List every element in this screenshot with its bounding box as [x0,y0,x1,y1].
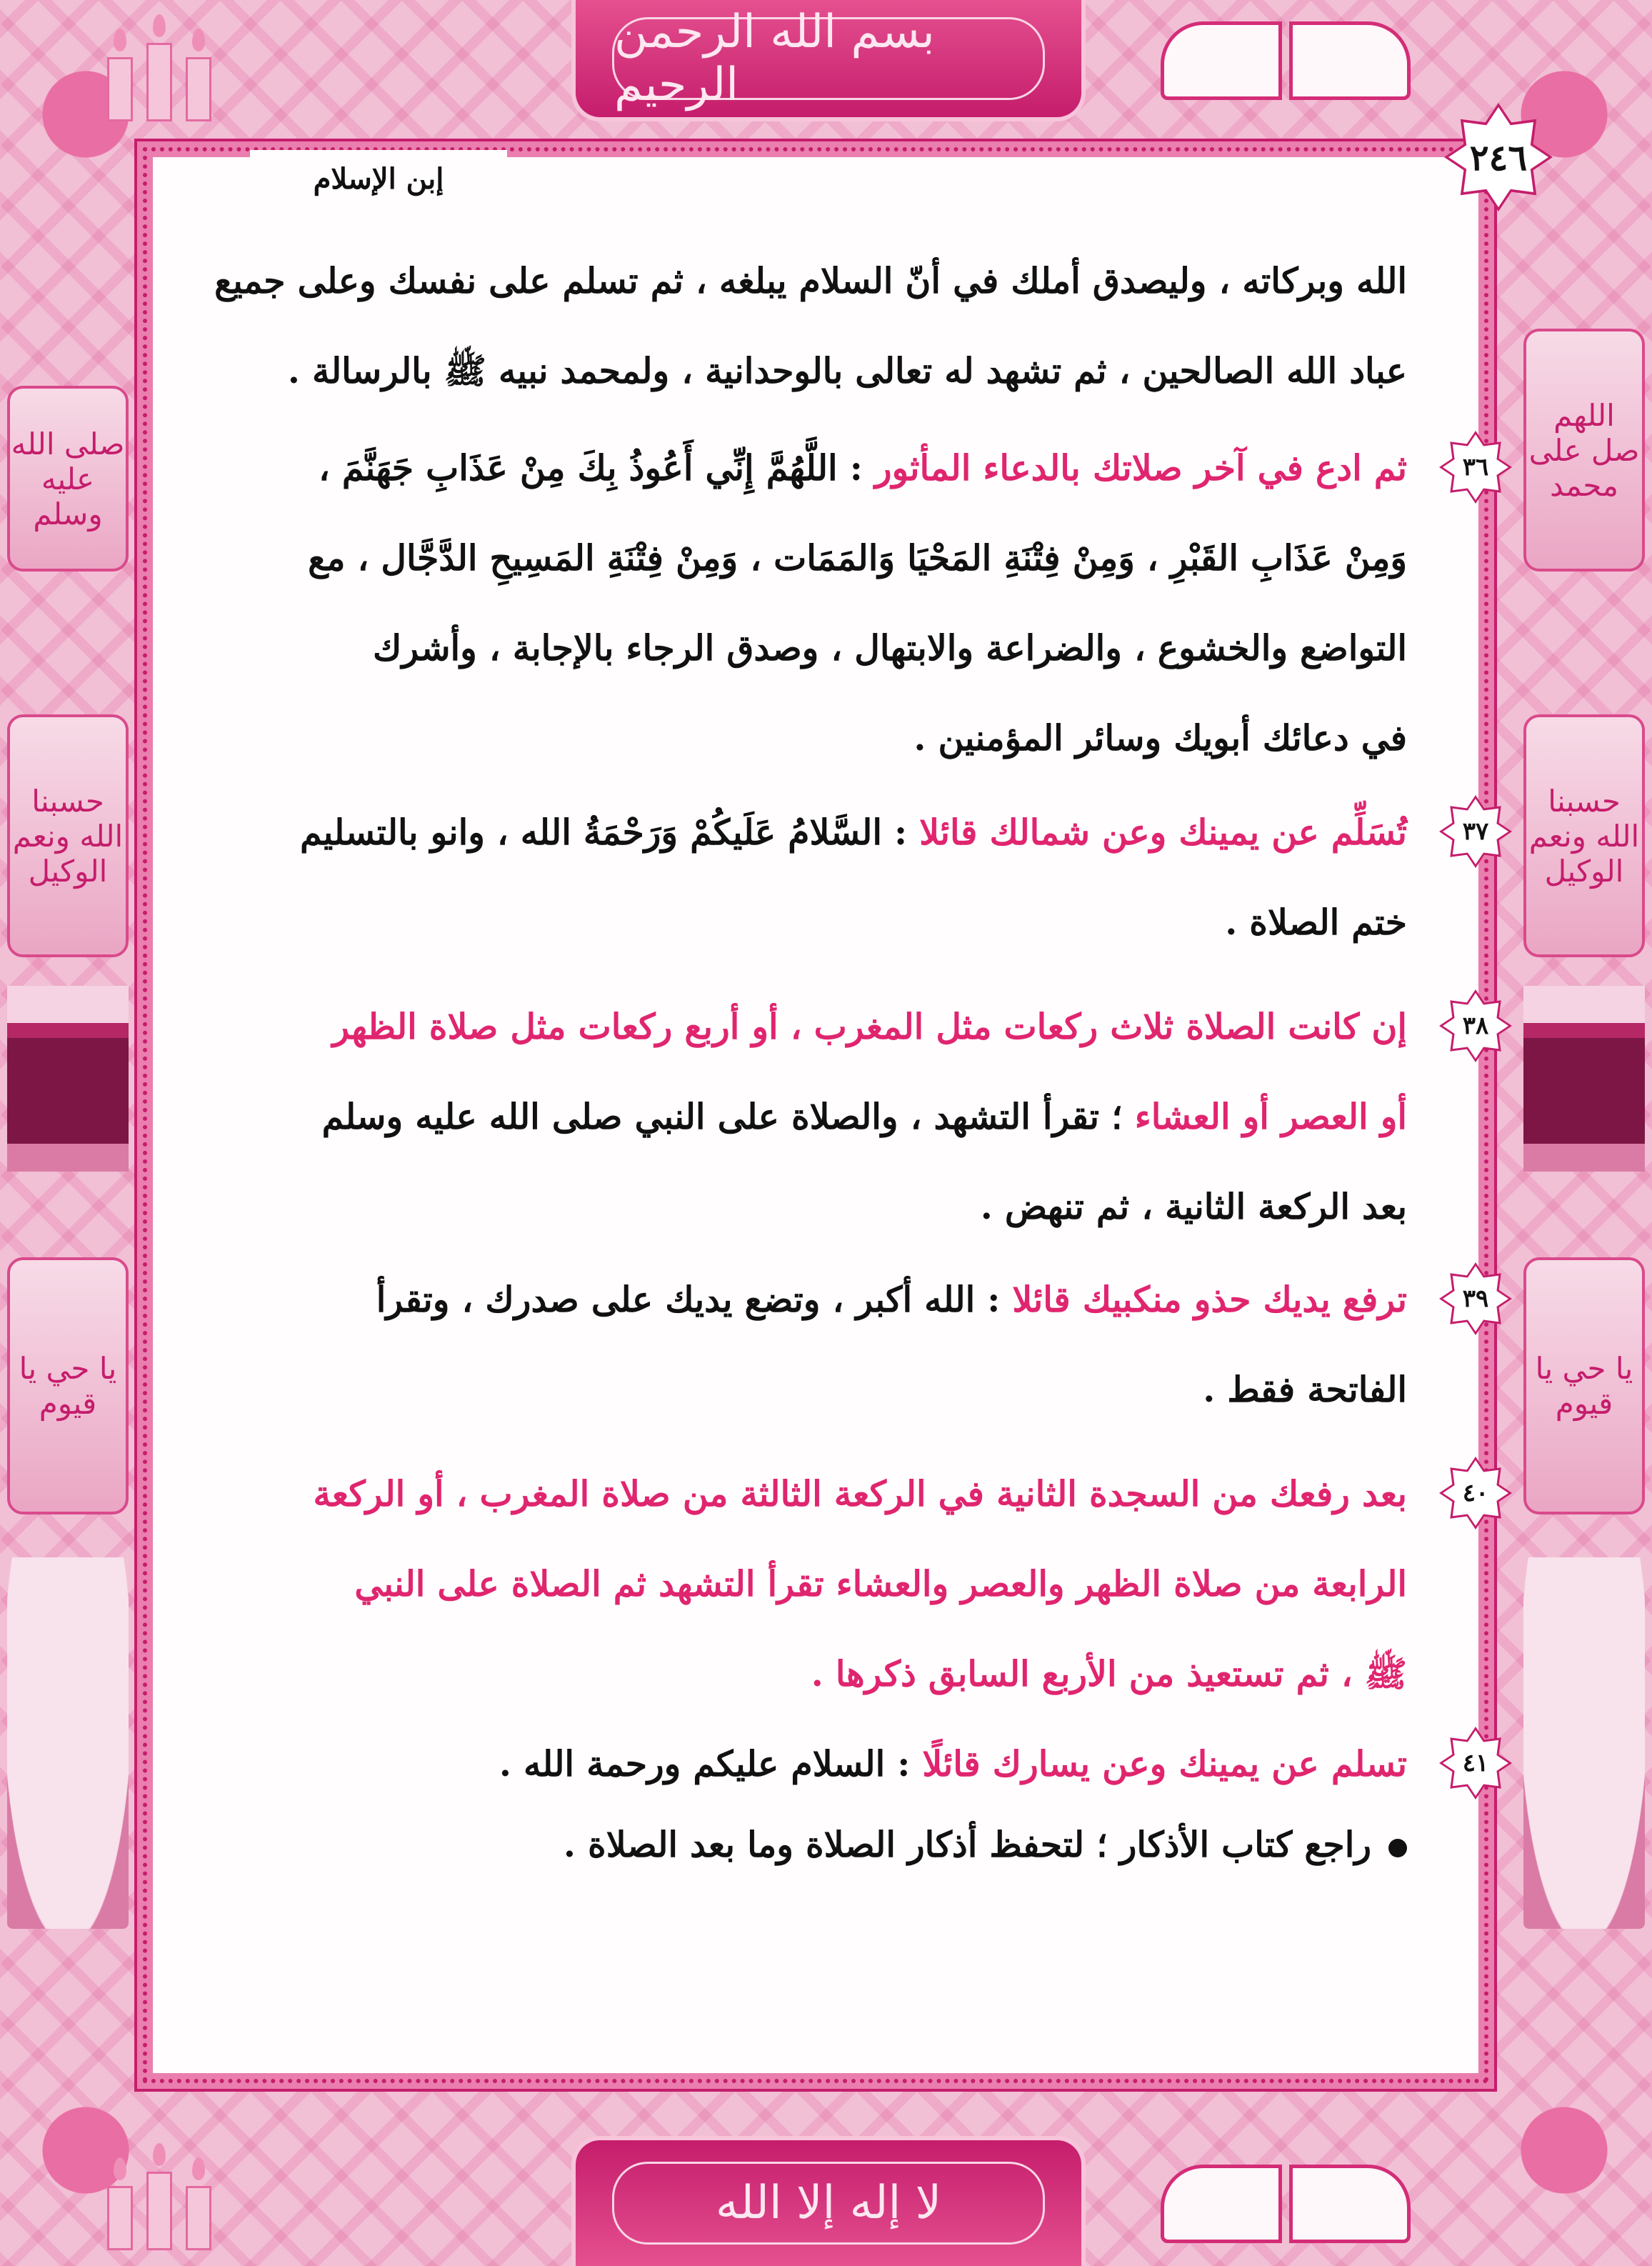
item-41 [193,1719,1489,1809]
item-39 [193,1254,1489,1434]
item-40-line-1: بعد رفعك من السجدة الثانية في الركعة الثالثة من صلاة المغرب ، أو الركعة [313,1473,1407,1514]
item-number-badge: ٣٩ [1443,1266,1508,1332]
shahada-text: لا إله إلا الله [612,2162,1045,2245]
open-book-icon-bottom [1157,2150,1414,2257]
item-38-line-3: بعد الركعة الثانية ، ثم تنهض . [980,1186,1407,1227]
left-calligraphy-2: حسبنا الله ونعم الوكيل [7,714,129,957]
right-calligraphy-1: اللهم صل على محمد [1523,329,1645,572]
item-37-lead: تُسَلِّم عن يمينك وعن شمالك قائلا [919,812,1407,853]
item-39-text: : الله أكبر ، وتضع يديك على صدرك ، وتقرأ [376,1279,1013,1320]
left-calligraphy-3: يا حي يا قيوم [7,1257,129,1514]
item-41-text: : السلام عليكم ورحمة الله . [499,1743,923,1785]
item-37-line-2: ختم الصلاة . [1225,902,1407,943]
right-calligraphy-2: حسبنا الله ونعم الوكيل [1523,714,1645,957]
item-number-badge: ٣٧ [1443,799,1508,864]
item-40-line-3: ﷺ ، ثم تستعيذ من الأربع السابق ذكرها . [811,1653,1407,1694]
item-number-badge: ٤٠ [1443,1460,1508,1526]
candles-bottom-left [107,2143,229,2250]
item-41-lead: تسلم عن يمينك وعن يسارك قائلًا [922,1743,1407,1785]
item-37-line-1 [193,787,1407,877]
item-38-line-2 [193,1072,1407,1162]
item-36 [193,423,1489,783]
item-36-lead: ثم ادع في آخر صلاتك بالدعاء المأثور [874,447,1407,489]
page-number-badge [1448,107,1548,207]
item-36-text: : اللَّهُمَّ إِنِّي أَعُوذُ بِكَ مِنْ عَذَابِ جَهَنَّمَ ، [318,447,875,489]
item-39-line-1 [193,1254,1407,1344]
candles-top-left [107,14,229,121]
kaaba-image-right [1523,986,1645,1172]
item-38-lead-2: أو العصر أو العشاء [1134,1096,1407,1137]
item-37-text: : السَّلامُ عَلَيكُمْ وَرَحْمَةُ الله ، وانو بالتسليم [299,812,920,853]
item-36-line-1 [193,423,1407,513]
intro-line-2: عباد الله الصالحين ، ثم تشهد له تعالى بالوحدانية ، ولمحمد نبيه ﷺ بالرسالة . [287,350,1407,391]
left-decor-column [7,0,129,2266]
mosque-image-right [1523,1557,1645,1929]
item-39-lead: ترفع يديك حذو منكبيك قائلا [1012,1279,1407,1320]
bottom-banner [571,2136,1086,2266]
item-number-badge: ٤١ [1443,1730,1508,1796]
item-40 [193,1449,1489,1719]
item-number-badge: ٣٨ [1443,993,1508,1059]
open-book-icon-top [1157,7,1414,114]
mosque-image-left [7,1557,129,1929]
bullet-note [193,1809,1407,1880]
item-number-badge: ٣٦ [1443,434,1508,500]
bullet-note-text: راجع كتاب الأذكار ؛ لتحفظ أذكار الصلاة وما بعد الصلاة . [563,1824,1371,1865]
right-decor-column [1523,0,1645,2266]
right-calligraphy-3: يا حي يا قيوم [1523,1257,1645,1514]
basmala-text: بسم الله الرحمن الرحيم [612,17,1045,100]
item-37 [193,787,1489,967]
item-38 [193,982,1489,1252]
item-41-line-1 [193,1719,1407,1809]
item-40-line-2: الرابعة من صلاة الظهر والعصر والعشاء تقرأ التشهد ثم الصلاة على النبي [354,1563,1407,1604]
kaaba-image-left [7,986,129,1172]
item-36-line-2: وَمِنْ عَذَابِ القَبْرِ ، وَمِنْ فِتْنَةِ المَحْيَا وَالمَمَات ، وَمِنْ فِتْنَةِ المَسِيحِ الدَّجَّال ، مع [308,537,1407,579]
intro-line-1: الله وبركاته ، وليصدق أملك في أنّ السلام يبلغه ، ثم تسلم على نفسك وعلى جميع [214,260,1407,301]
bullet-icon [1388,1839,1407,1857]
page-number: ٢٤٦ [1469,136,1528,179]
item-36-line-4: في دعائك أبويك وسائر المؤمنين . [913,717,1407,759]
running-head: إبن الإسلام [250,150,507,207]
item-38-text: ؛ تقرأ التشهد ، والصلاة على النبي صلى الله عليه وسلم [321,1096,1135,1137]
page-body [193,236,1489,1880]
item-36-line-3: التواضع والخشوع ، والضراعة والابتهال ، وصدق الرجاء بالإجابة ، وأشرك [373,627,1407,669]
left-calligraphy-1: صلى الله عليه وسلم [7,386,129,572]
item-39-line-2: الفاتحة فقط . [1203,1369,1407,1410]
item-38-lead: إن كانت الصلاة ثلاث ركعات مثل المغرب ، أو أربع ركعات مثل صلاة الظهر [332,1006,1407,1047]
top-banner [571,0,1086,121]
